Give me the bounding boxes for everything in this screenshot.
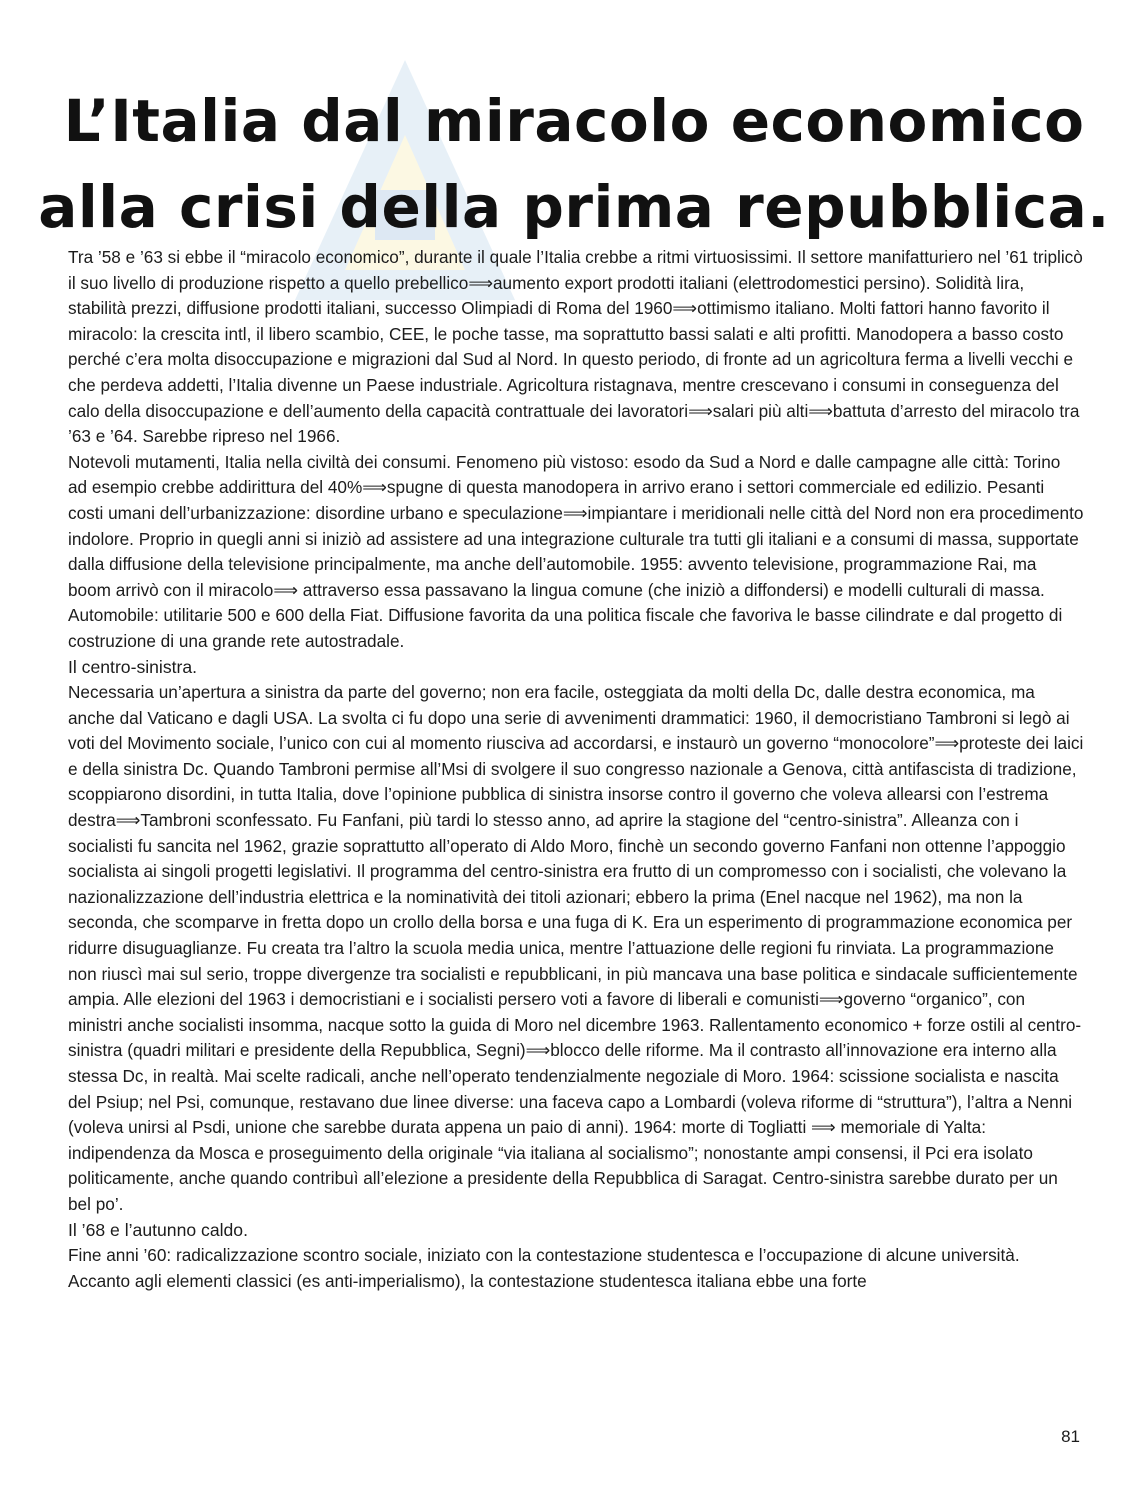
page-title-line-1: L’Italia dal miracolo economico (63, 87, 1085, 155)
section-heading-centro-sinistra: Il centro-sinistra. (68, 656, 198, 677)
section-heading-68: Il ’68 e l’autunno caldo. (68, 1219, 248, 1240)
paragraph-miracolo: Tra ’58 e ’63 si ebbe il “miracolo economico”, durante il quale l’Italia crebbe a ritmi virtuosissimi. Il settore manifatturiero nel ’61 triplicò il suo livello di produzione rispetto a quello prebellico⟹aumento export prodotti italiani (elettrodomestici persino). Solidità lira, stabilità prezzi, diffusione prodotti italiani, successo Olimpiadi di Roma del 1960⟹ottimismo italiano. Molti fattori hanno favorito il miracolo: la crescita intl, il libero scambio, CEE, le poche tasse, ma soprattutto bassi salati e alti profitti. Manodopera a basso costo perché c’era molta disoccupazione e migrazioni dal Sud al Nord. In questo periodo, di fronte ad un agricoltura ferma a livelli vecchi e che perdeva addetti, l’Italia divenne un Paese industriale. Agricoltura ristagnava, mentre crescevano i consumi in conseguenza del calo della disoccupazione e dell’aumento della capacità contrattuale dei lavoratori⟹salari più alti⟹battuta d’arresto del miracolo tra ’63 e ’64. Sarebbe ripreso nel 1966. (68, 247, 1083, 447)
document-body (68, 245, 1084, 1294)
page-title (0, 78, 1148, 250)
paragraph-consumi: Notevoli mutamenti, Italia nella civiltà dei consumi. Fenomeno più vistoso: esodo da Sud a Nord e dalle campagne alle città: Torino ad esempio crebbe addirittura del 40%⟹spugne di questa manodopera in arrivo erano i settori commerciale ed edilizio. Pesanti costi umani dell’urbanizzazione: disordine urbano e speculazione⟹impiantare i meridionali nelle città del Nord non era procedimento indolore. Proprio in quegli anni si iniziò ad assistere ad una integrazione culturale tra tutti gli italiani e a consumi di massa, supportate dalla diffusione della televisione principalmente, ma anche dell’automobile. 1955: avvento televisione, programmazione Rai, ma boom arrivò con il miracolo⟹ attraverso essa passavano la lingua comune (che iniziò a diffondersi) e modelli culturali di massa. Automobile: utilitarie 500 e 600 della Fiat. Diffusione favorita da una politica fiscale che favoriva le basse cilindrate e dal progetto di costruzione di una grande rete autostradale. (68, 451, 1084, 651)
page-number: 81 (1061, 1427, 1080, 1446)
page-title-line-2: alla crisi della prima repubblica. (38, 173, 1110, 241)
paragraph-centro-sinistra: Necessaria un’apertura a sinistra da parte del governo; non era facile, osteggiata da molti della Dc, dalle destra economica, ma anche dal Vaticano e dagli USA. La svolta ci fu dopo una serie di avvenimenti drammatici: 1960, il democristiano Tambroni si legò ai voti del Movimento sociale, l’unico con cui al momento riusciva ad accordarsi, e instaurò un governo “monocolore”⟹proteste dei laici e della sinistra Dc. Quando Tambroni permise all’Msi di svolgere il suo congresso nazionale a Genova, città antifascista di tradizione, scoppiarono disordini, in tutta Italia, dove l’opinione pubblica di sinistra insorse contro il governo che voleva allearsi con l’estrema destra⟹Tambroni sconfessato. Fu Fanfani, più tardi lo stesso anno, ad aprire la stagione del “centro-sinistra”. Alleanza con i socialisti fu sancita nel 1962, grazie soprattutto all’operato di Aldo Moro, finchè un secondo governo Fanfani non ottenne l’appoggio socialista ai singoli progetti legislativi. Il programma del centro-sinistra era frutto di un compromesso con i socialisti, che volevano la nazionalizzazione dell’industria elettrica e la nominatività dei titoli azionari; ebbero la prima (Enel nacque nel 1962), ma non la seconda, che scomparve in fretta dopo un crollo della borsa e una fuga di K. Era un esperimento di programmazione economica per ridurre disuguaglianze. Fu creata tra l’altro la scuola media unica, mentre l’attuazione delle regioni fu rinviata. La programmazione non riuscì mai sul serio, troppe divergenze tra socialisti e repubblicani, in più mancava una base politica e sindacale sufficientemente ampia. Alle elezioni del 1963 i democristiani e i socialisti persero voti a favore di liberali e comunisti⟹governo “organico”, con ministri anche socialisti insomma, nacque sotto la guida di Moro nel dicembre 1963. Rallentamento economico + forze ostili al centro-sinistra (quadri militari e presidente della Repubblica, Segni)⟹blocco delle riforme. Ma il contrasto all’innovazione era interno alla stessa Dc, in realtà. Mai scelte radicali, anche nell’operato tendenzialmente negoziale di Moro. 1964: scissione socialista e nascita del Psiup; nel Psi, comunque, restavano due linee diverse: una faceva capo a Lombardi (voleva riforme di “struttura”), l’altra a Nenni (voleva unirsi al Psdi, unione che sarebbe durata appena un paio di anni). 1964: morte di Togliatti ⟹ memoriale di Yalta: indipendenza da Mosca e proseguimento della originale “via italiana al socialismo”; nonostante ampi consensi, il Pci era isolato politicamente, anche quando contribuì all’elezione a presidente della Repubblica di Saragat. Centro-sinistra sarebbe durato per un bel po’. (68, 682, 1084, 1214)
paragraph-68: Fine anni ’60: radicalizzazione scontro sociale, iniziato con la contestazione studentesca e l’occupazione di alcune università. Accanto agli elementi classici (es anti-imperialismo), la contestazione studentesca italiana ebbe una forte (68, 1245, 1020, 1291)
